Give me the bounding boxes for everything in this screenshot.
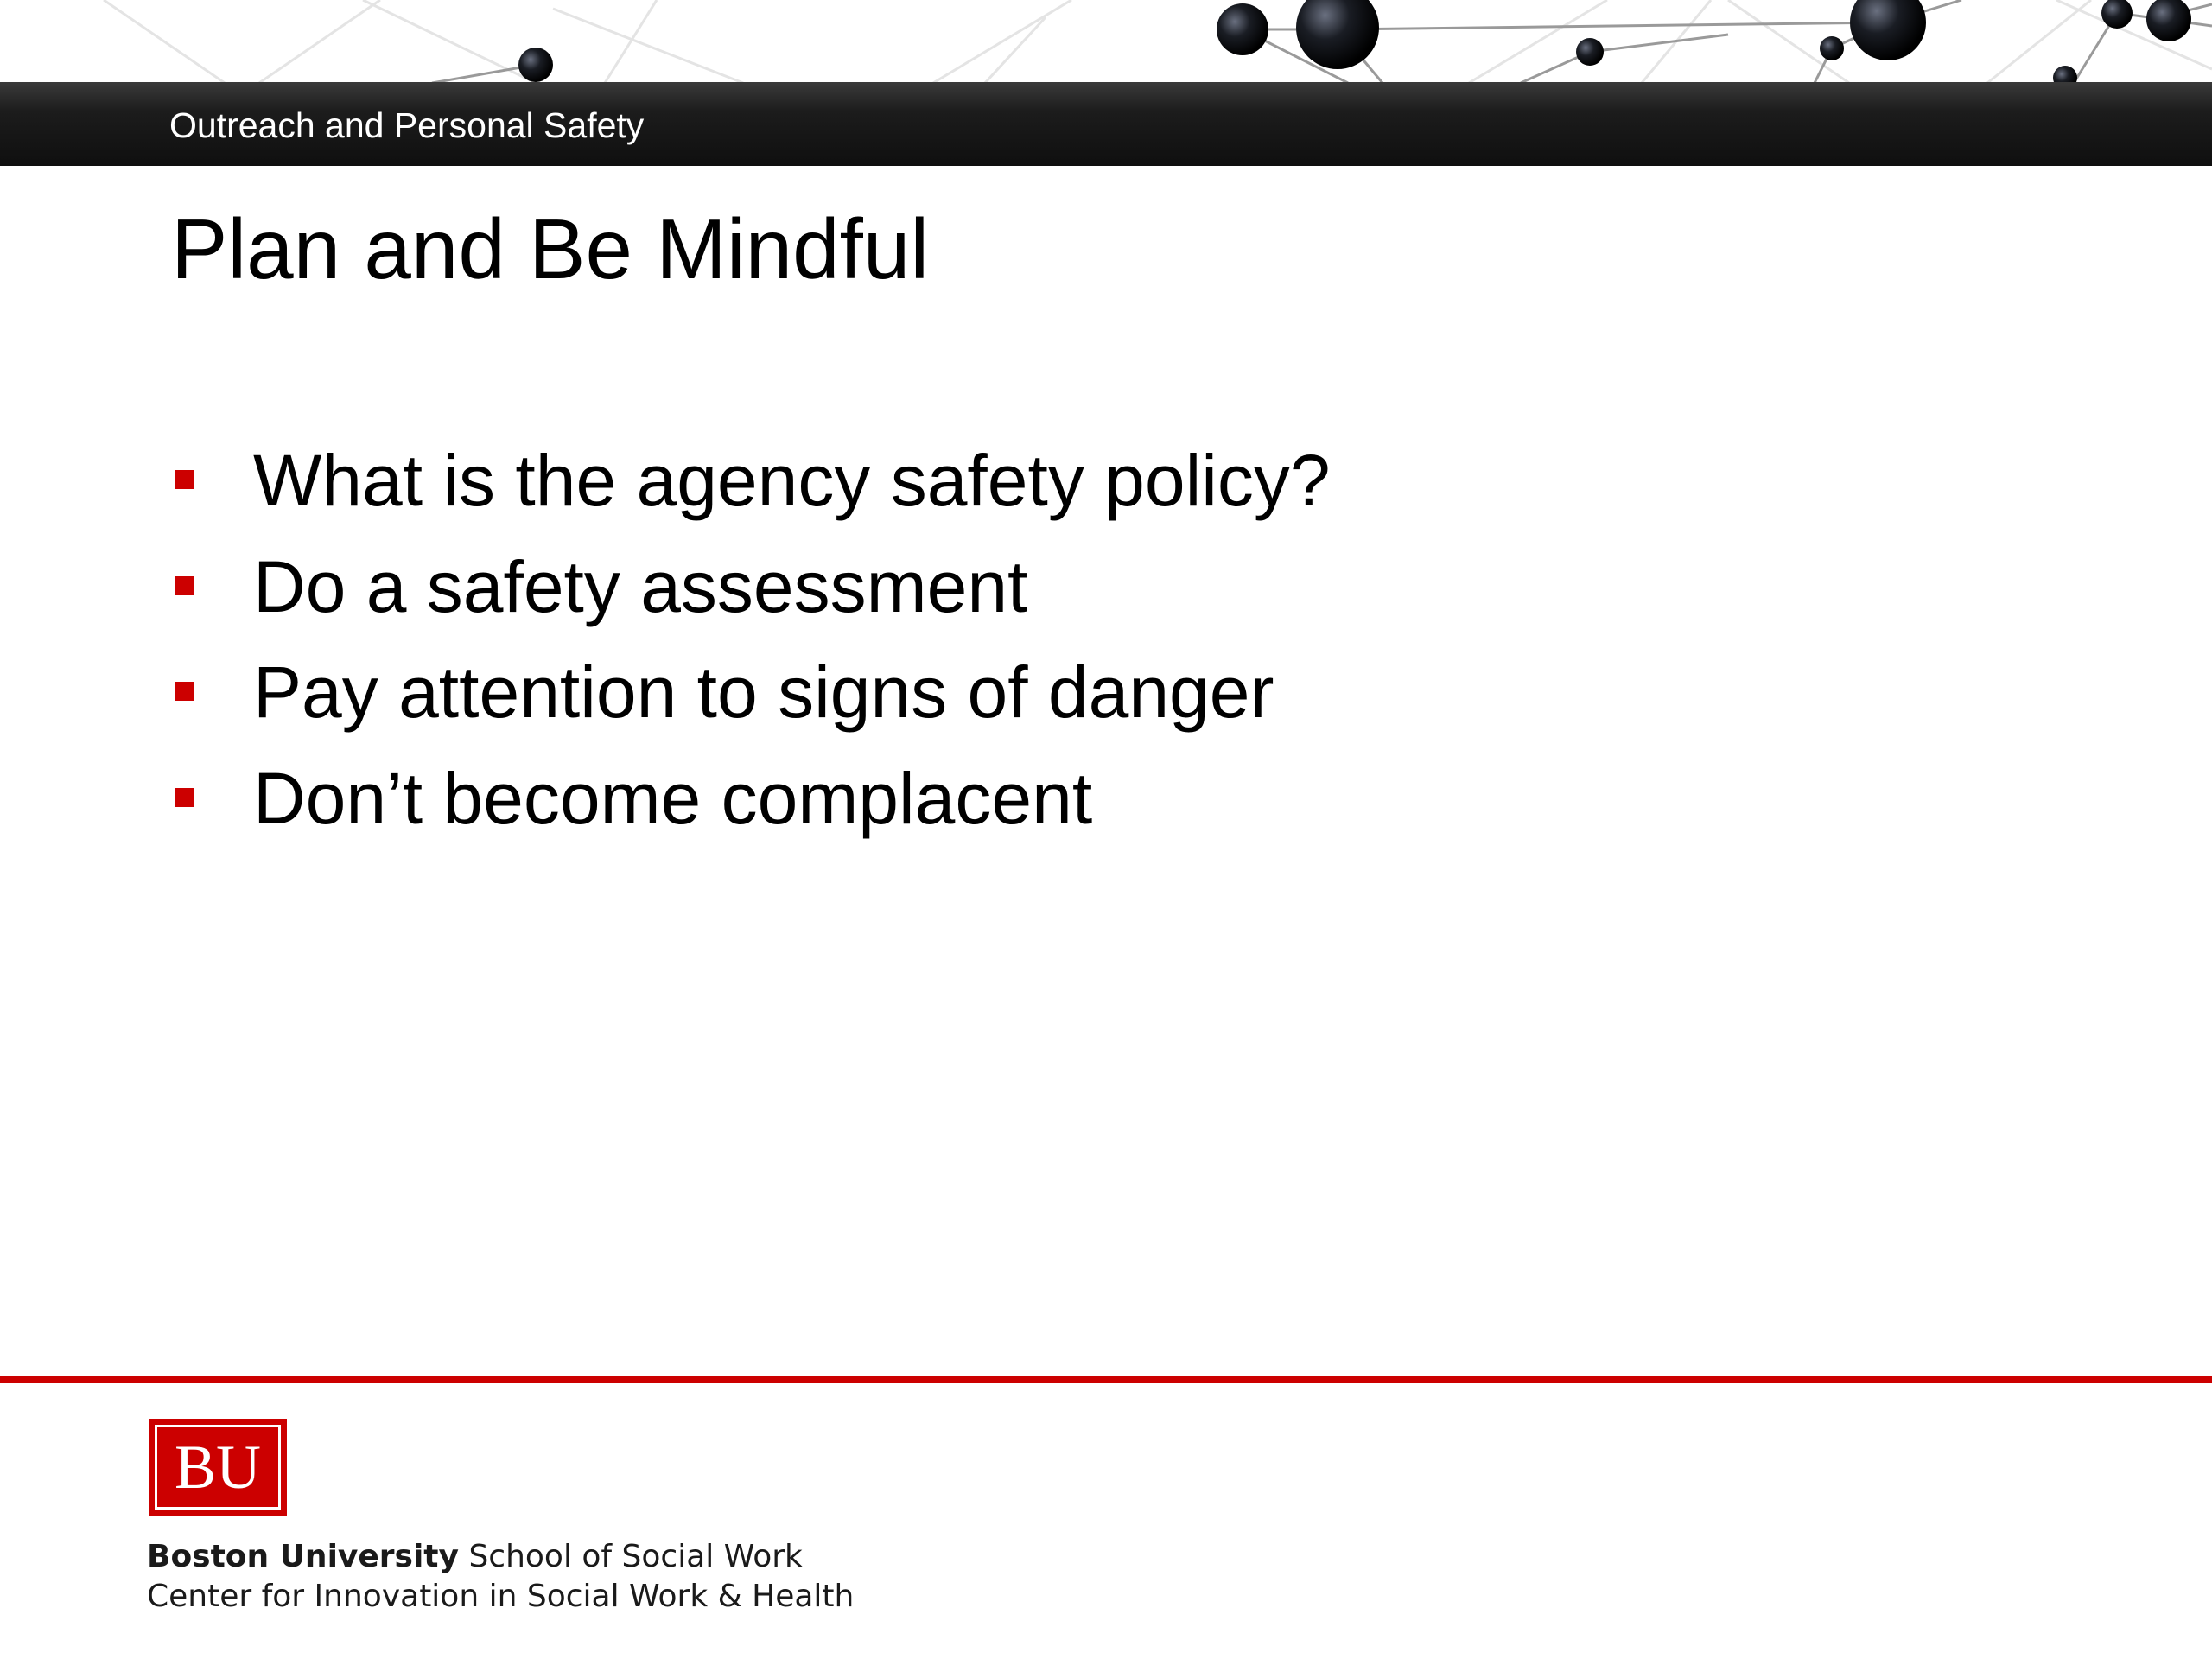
center-name: Center for Innovation in Social Work & Health — [147, 1579, 855, 1614]
bullet-text: Do a safety assessment — [253, 545, 1028, 627]
bullet-text: What is the agency safety policy? — [253, 440, 1331, 521]
square-bullet-icon — [175, 576, 194, 595]
bu-logo — [149, 1419, 287, 1516]
bullet-text: Pay attention to signs of danger — [253, 652, 1274, 733]
network-banner-graphic — [0, 0, 2212, 83]
footer-institution — [147, 1538, 803, 1576]
bullet-text: Don’t become complacent — [253, 757, 1093, 839]
molecule-network-graphic — [0, 0, 2212, 83]
bu-logo-frame — [155, 1425, 281, 1510]
school-name: School of Social Work — [468, 1539, 803, 1574]
square-bullet-icon — [175, 470, 194, 489]
square-bullet-icon — [175, 788, 194, 807]
footer-divider — [0, 1376, 2212, 1382]
university-name: Boston University — [147, 1539, 459, 1574]
square-bullet-icon — [175, 682, 194, 701]
bu-logo-text: BU — [174, 1433, 262, 1502]
section-title: Outreach and Personal Safety — [169, 105, 645, 145]
slide-title: Plan and Be Mindful — [171, 201, 930, 296]
